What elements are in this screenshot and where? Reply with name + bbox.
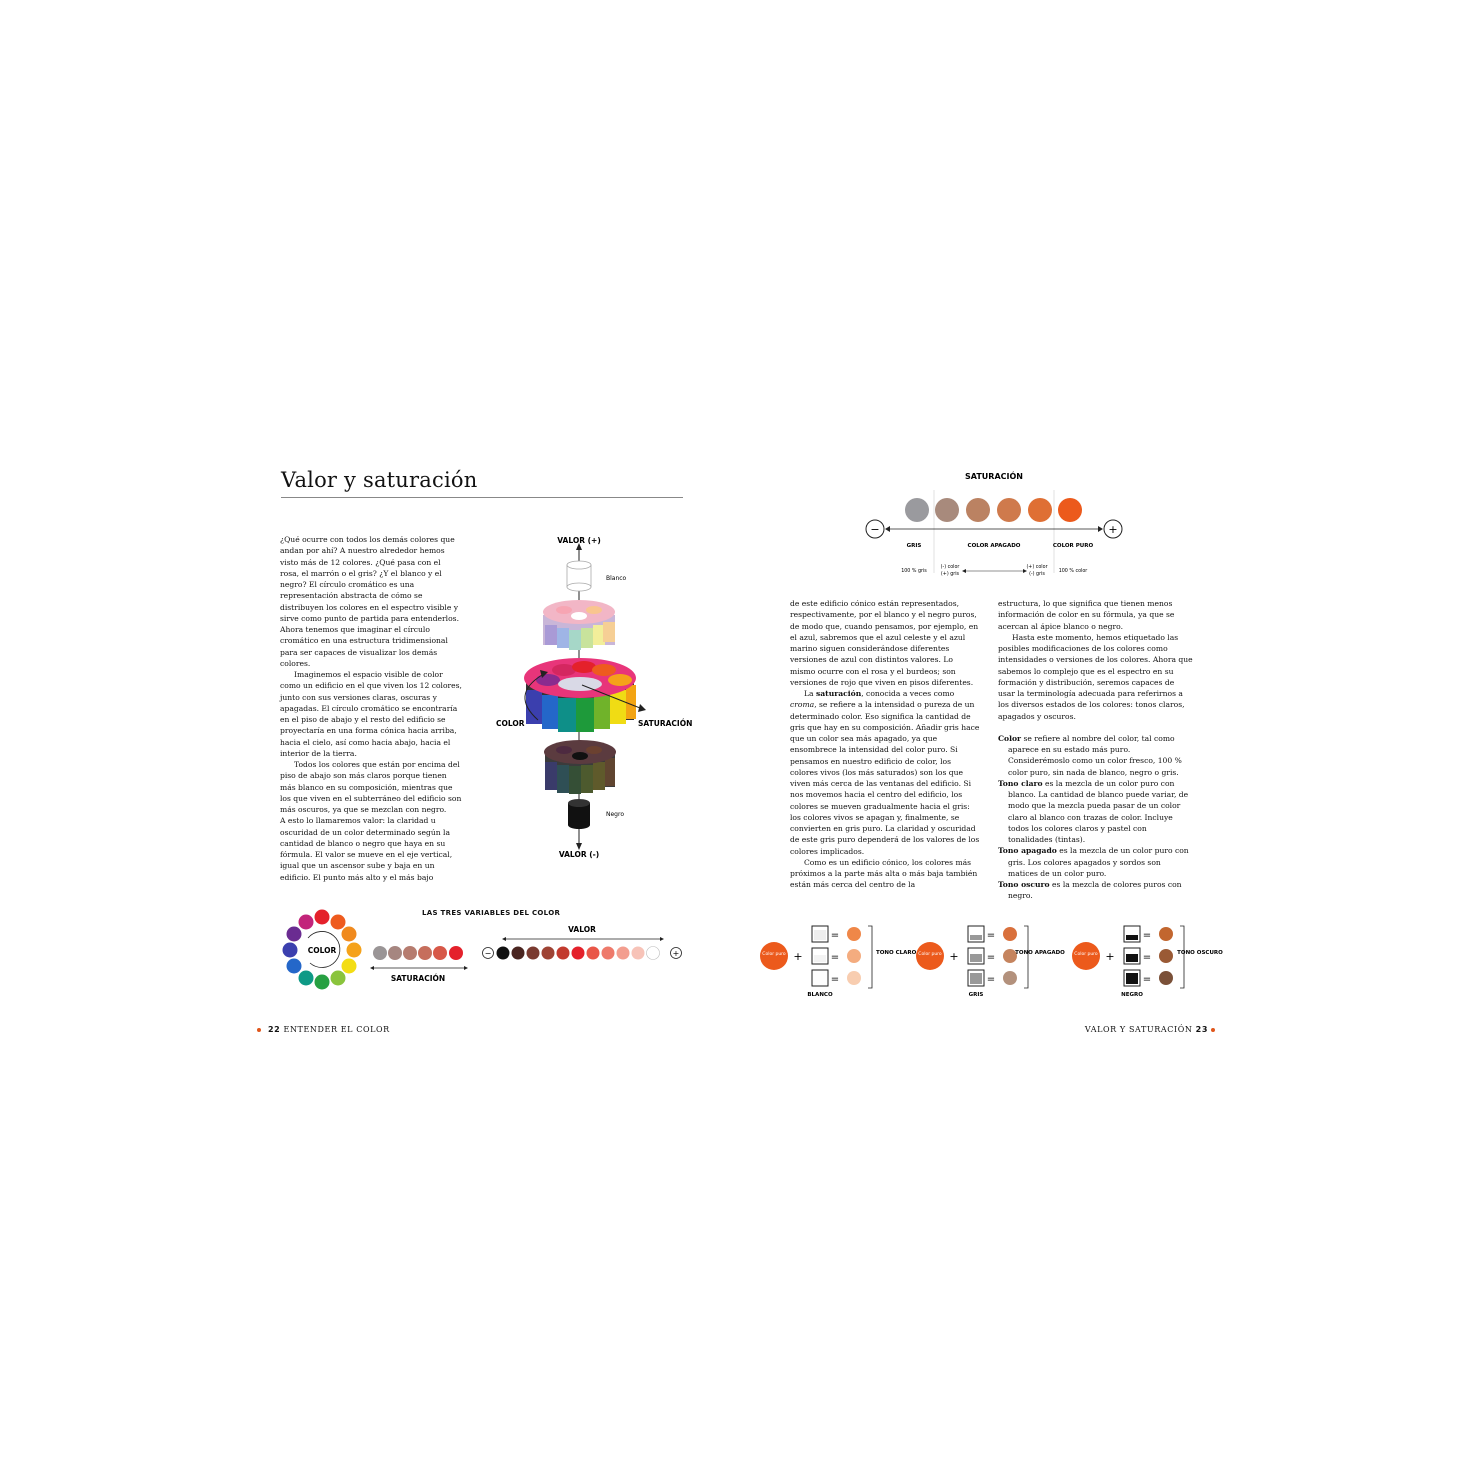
mix-shade [1070, 920, 1223, 1000]
paragraph [790, 688, 980, 857]
definition-text: se refiere al nombre del color, tal como aparece en su estado más puro. Considerémoslo como un color fresco, 100 % color puro, sin nada de blanco, negro o gris. [1008, 733, 1182, 777]
paragraph: Como es un edificio cónico, los colores más próximos a la parte más alta o más baja también están más cerca del centro de la [790, 857, 978, 890]
right-body-col2 [998, 598, 1193, 902]
definition-term: Color [998, 733, 1022, 743]
definition-text: es la mezcla de un color puro con blanco. La cantidad de blanco puede variar, de modo que la mezcla pueda pasar de un color claro al blanco con trazas de color. Incluye todos los colores claros y pastel con tonalidades (tintas). [1008, 778, 1189, 844]
variables-title: LAS TRES VARIABLES DEL COLOR [422, 909, 561, 917]
footer-dot [1211, 1028, 1215, 1032]
light-tier [543, 600, 615, 650]
term-saturation: saturación [815, 689, 862, 698]
paragraph: Hasta este momento, hemos etiquetado las posibles modificaciones de los colores como intensidades o versiones de los colores. Ahora que sabemos lo complejo que es el espectro en su formación y distribución, seremos capaces de usar la terminología adecuada para referirnos a los diversos estados de los colores: tonos claros, apagados y oscuros. [998, 632, 1193, 721]
equals-sign: = [986, 974, 996, 985]
definition [998, 778, 1193, 846]
dark-tier [544, 740, 616, 794]
scale-sub-100gray: 100 % gris [901, 569, 927, 574]
equals-sign: = [986, 930, 996, 941]
right-footer [1085, 1025, 1208, 1034]
term-chroma: croma [790, 700, 815, 710]
color-building-diagram [490, 530, 700, 870]
scale-label-gray: GRIS [906, 543, 922, 549]
equals-sign: = [986, 952, 996, 963]
saturation-minus: − [870, 523, 880, 536]
text: La [804, 689, 816, 698]
scale-label-pure: COLOR PURO [1052, 543, 1094, 549]
mix-tint [758, 920, 917, 1000]
definition [998, 879, 1193, 902]
page-title: Valor y saturación [281, 468, 478, 492]
saturation-swatches [368, 940, 472, 986]
scale-label-muted: COLOR APAGADO [967, 543, 1021, 549]
equals-sign: = [1142, 952, 1152, 963]
paragraph: de este edificio cónico están representados, respectivamente, por el blanco y el negro puros, de modo que, cuando pensamos, por ejemplo, en el azul, sabremos que el azul celeste y el azul marino siguen considerándose diferentes versiones de azul con distintos valores. Lo mismo ocurre con el rosa y el burdeos; son versiones de rojo que viven en pisos diferentes. [790, 599, 979, 687]
plus-sign: + [949, 950, 959, 963]
paragraph: Imaginemos el espacio visible de color como un edificio en el que viven los 12 colores, junto con sus versiones claras, oscuras y apagadas. El círculo cromático se encontraría en el piso de abajo y el resto del edificio se proyectaría en una forma cónica hacia arriba, hacia el cielo, así como hacia abajo, hacia el interior de la tierra. [280, 670, 462, 758]
result-label: TONO OSCURO [1177, 950, 1223, 956]
equals-sign: = [1142, 930, 1152, 941]
equals-sign: = [830, 974, 840, 985]
saturation-plus: + [1108, 523, 1118, 536]
spacer [998, 722, 1193, 733]
scale-sub-more-gray: (+) gris [940, 572, 960, 577]
paragraph: estructura, lo que significa que tienen menos información de color en su fórmula, ya que se acercan al ápice blanco o negro. [998, 599, 1175, 631]
paragraph: A esto lo llamaremos valor: la claridad u oscuridad de un color determinado según la cantidad de blanco o negro que haya en su fórmula. El valor se mueve en el eje vertical, igual que un ascensor sube y baja en un edificio. El punto más alto y el más bajo [280, 816, 453, 882]
pure-color-label: Color puro [1074, 952, 1098, 957]
left-page-number: 22 [268, 1025, 281, 1034]
title-divider [281, 497, 683, 498]
color-label: COLOR [496, 719, 525, 728]
saturation-label: SATURACIÓN [638, 719, 693, 728]
value-plus: + [672, 949, 680, 958]
pure-color-label: Color puro [762, 952, 786, 957]
value-variable-label: VALOR [568, 925, 596, 934]
scale-sub-100color: 100 % color [1058, 569, 1088, 574]
result-label: TONO CLARO [876, 950, 917, 956]
text: , conocida a veces como [861, 689, 955, 698]
agent-label: NEGRO [1121, 992, 1143, 998]
scale-sub-less-color: (-) color [940, 565, 960, 570]
definition [998, 733, 1193, 778]
result-label: TONO APAGADO [1015, 950, 1065, 956]
definition [998, 845, 1193, 879]
footer-dot [257, 1028, 261, 1032]
black-cylinder [568, 799, 590, 829]
scale-sub-less-gray: (-) gris [1029, 572, 1045, 577]
color-wheel [280, 908, 360, 988]
mix-tone [914, 920, 1064, 1000]
white-label: Blanco [606, 575, 627, 582]
definition-term: Tono claro [998, 778, 1043, 788]
equals-sign: = [830, 952, 840, 963]
text: , se refiere a la intensidad o pureza de un determinado color. Eso significa la cantidad de gris que hay en su composición. Añadir gris hace que un color sea más apagado, ya que ensombrece la intensidad del color puro. Si pensamos en nuestro edificio de color, los colores vivos (los más saturados) son los que viven más cerca de las ventanas del edificio. Si nos movemos hacia el centro del edificio, los colores se mueven gradualmente hacia el gris: los colores vivos se apagan y, finalmente, se convierten en gris puro. La claridad y oscuridad de este gris puro dependerá de los valores de los colores implicados. [790, 700, 980, 856]
wheel-label: COLOR [307, 946, 337, 955]
right-body-col1 [790, 598, 980, 891]
saturation-scale-title: SATURACIÓN [965, 472, 1023, 481]
saturation-scale [860, 468, 1130, 580]
saturated-tier [524, 658, 636, 732]
right-footer-section: VALOR Y SATURACIÓN [1084, 1025, 1193, 1034]
white-cylinder [567, 561, 591, 591]
left-footer-section: ENTENDER EL COLOR [283, 1025, 390, 1034]
equals-sign: = [830, 930, 840, 941]
left-body-text [280, 534, 462, 883]
value-minus: − [484, 949, 492, 958]
agent-label: BLANCO [807, 992, 833, 998]
pure-color-label: Color puro [918, 952, 942, 957]
saturation-variable-label: SATURACIÓN [390, 974, 446, 983]
equals-sign: = [1142, 974, 1152, 985]
black-label: Negro [606, 811, 624, 818]
paragraph: ¿Qué ocurre con todos los demás colores que andan por ahí? A nuestro alrededor hemos visto más de 12 colores. ¿Qué pasa con el rosa, el marrón o el gris? ¿Y el blanco y el negro? El círculo cromático es una representación abstracta de cómo se distribuyen los colores en el espectro visible y sirve como punto de partida para entenderlos. Ahora tenemos que imaginar el círculo cromático en una estructura tridimensional para ser capaces de visualizar los demás colores. [280, 535, 459, 668]
paragraph: Todos los colores que están por encima del piso de abajo son más claros porque tienen más blanco en su composición, mientras que los que viven en el subterráneo del edificio son más oscuros, ya que se mezclan con negro. [280, 760, 462, 814]
left-footer [268, 1025, 390, 1034]
plus-sign: + [793, 950, 803, 963]
value-swatches [480, 922, 686, 970]
definition-text: es la mezcla de un color puro con gris. Los colores apagados y sordos son matices de un color puro. [1008, 846, 1189, 878]
agent-label: GRIS [968, 992, 984, 998]
scale-sub-more-color: (+) color [1026, 565, 1048, 570]
definition-term: Tono apagado [998, 846, 1057, 856]
value-plus-label: VALOR (+) [557, 536, 601, 545]
value-minus-label: VALOR (-) [558, 850, 600, 859]
plus-sign: + [1105, 950, 1115, 963]
definition-term: Tono oscuro [998, 880, 1050, 889]
definition-text: es la mezcla de colores puros con negro. [1008, 880, 1182, 901]
right-page-number: 23 [1195, 1025, 1208, 1034]
